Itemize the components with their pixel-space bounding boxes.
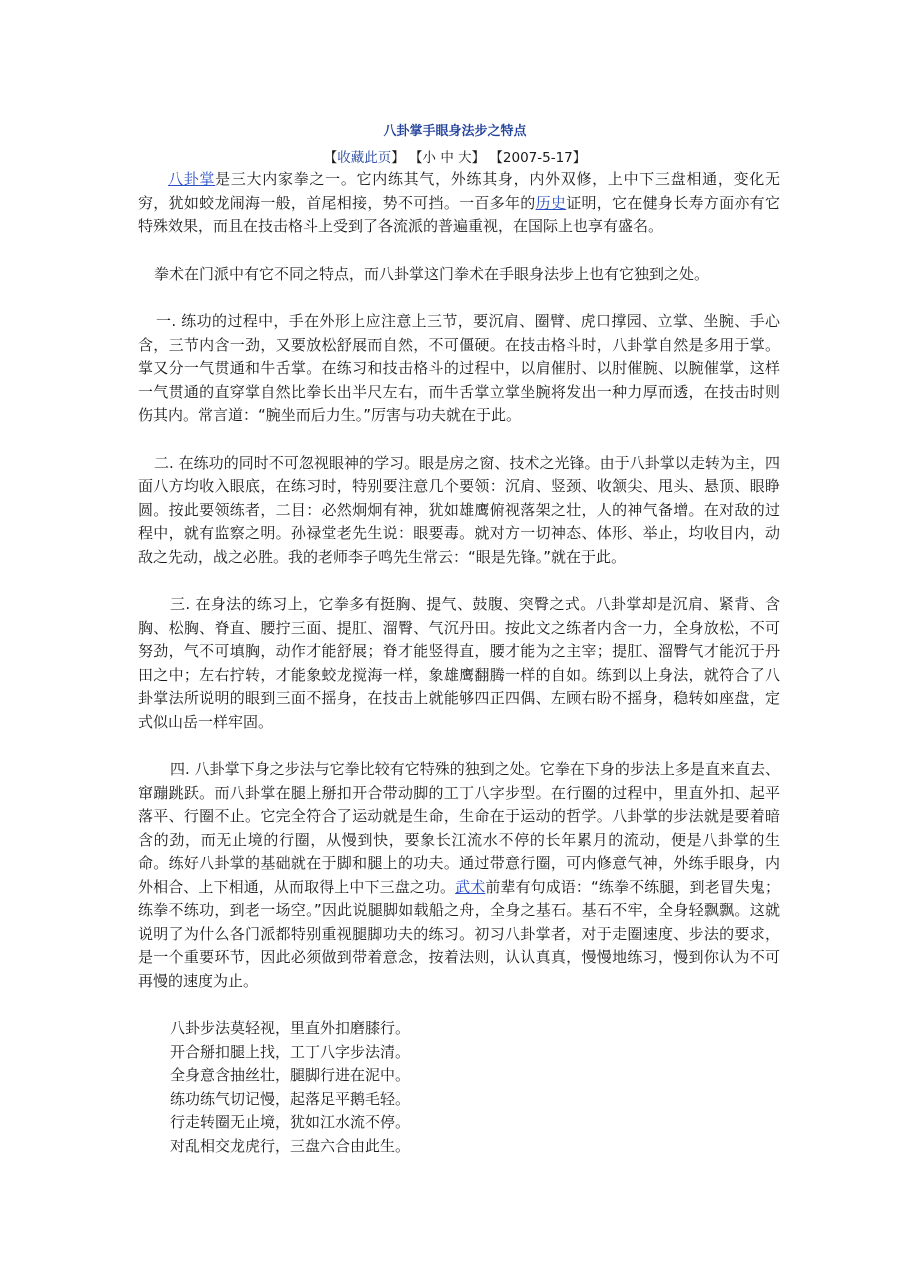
bagua-keyword-link[interactable]: 八卦掌 (168, 170, 216, 188)
bookmark-bracket-open: 【 (323, 150, 338, 166)
eye-section-paragraph: 二. 在练功的同时不可忽视眼神的学习。眼是房之窗、技术之光锋。由于八卦掌以走转为主，四面八方均收入眼底，在练习时，特别要注意几个要领：沉肩、竖颈、收颔尖、甩头、悬顶、眼睁圆。按此要领练者，二目：必然炯炯有神，犹如雄鹰俯视落架之壮，人的神气备增。在对敌的过程中，就有监察之明。孙禄堂老先生说：眼要毒。就对方一切神态、体形、举止，均收目内，动敌之先动，战之必胜。我的老师李子鸣先生常云：“眼是先锋。”就在于此。 (138, 453, 780, 566)
step-text-2: 前辈有句成语：“练拳不练腿，到老冒失鬼；练拳不练功，到老一场空。”因此说腿脚如载船之舟，全身之基石。基石不牢，全身轻飘飘。这就说明了为什么各门派都特别重视腿脚功夫的练习。初习八卦掌者，对于走圈速度、步法的要求，是一个重要环节，因此必须做到带着意念，按着法则，认认真真，慢慢地练习，慢到你认为不可再慢的速度为止。 (138, 877, 780, 990)
wushu-keyword-link[interactable]: 武术 (455, 877, 486, 896)
hand-section-paragraph: 一. 练功的过程中，手在外形上应注意上三节，要沉肩、圈臂、虎口撑园、立掌、坐腕、手心含，三节内含一劲，又要放松舒展而自然，不可僵硬。在技击格斗时，八卦掌自然是多用于掌。掌又分一气贯通和牛舌掌。在练习和技击格斗的过程中，以肩催肘、以肘催腕、以腕催掌，这样一气贯通的直穿掌自然比拳长出半尺左右，而牛舌掌立掌坐腕将发出一种力厚而透，在技击时则伤其内。常言道：“腕坐而后力生。”厉害与功夫就在于此。 (138, 312, 780, 424)
article-body (138, 168, 780, 1158)
publish-date: 【2007-5-17】 (489, 150, 587, 166)
step-text-1: 四. 八卦掌下身之步法与它拳比较有它特殊的独到之处。它拳在下身的步法上多是直来直去、窜蹦跳跃。而八卦掌在腿上掰扣开合带动脚的工丁八字步型。在行圈的过程中，里直外扣、起平落平、行圈不止。它完全符合了运动就是生命，生命在于运动的哲学。八卦掌的步法就是要着暗含的劲，而无止境的行圈，从慢到快，要象长江流水不停的长年累月的流动，便是八卦掌的生命。练好八卦掌的基础就在于脚和腿上的功夫。通过带意行圈，可内修意气神，外练手眼身，内外相合、上下相通，从而取得上中下三盘之功。 (138, 760, 780, 896)
body-section-paragraph: 三. 在身法的练习上，它拳多有挺胸、提气、鼓腹、突臀之式。八卦掌却是沉肩、紧背、含胸、松胸、脊直、腰拧三面、提肛、溜臀、气沉丹田。按此文之练者内含一力，全身放松，不可努劲，气不可填胸，动作才能舒展；脊才能竖得直，腰才能为之主宰；提肛、溜臀气才能沉于丹田之中；左右拧转，才能象蛟龙搅海一样，象雄鹰翻腾一样的自如。练到以上身法，就符合了八卦掌法所说明的眼到三面不摇身，在技击上就能够四正四偶、左顾右盼不摇身，稳转如座盘，定式似山岳一样牢固。 (138, 595, 780, 731)
verse-line: 开合掰扣腿上找，工丁八字步法清。 (170, 1042, 411, 1061)
intro-text-1: 是三大内家拳之一。它内练其气，外练其身，内外双修，上中下三盘相通，变化无穷，犹如蛟龙闹海一般，首尾相接，势不可挡。一百多年的 (138, 170, 780, 212)
size-bracket-open: 【 (409, 150, 423, 166)
history-keyword-link[interactable]: 历史 (535, 193, 567, 212)
font-size-small-link[interactable]: 小 (422, 150, 437, 166)
verse-line: 全身意含抽丝壮，腿脚行进在泥中。 (170, 1066, 411, 1084)
step-section-paragraph (138, 758, 780, 993)
font-size-controls (409, 150, 485, 166)
bookmark-bracket-close: 】 (391, 150, 405, 166)
intro-paragraph (138, 168, 780, 239)
overview-paragraph: 拳术在门派中有它不同之特点，而八卦掌这门拳术在手眼身法步上也有它独到之处。 (154, 264, 710, 283)
verse-line: 对乱相交龙虎行，三盘六合由此生。 (170, 1136, 411, 1155)
font-size-large-link[interactable]: 大 (458, 150, 472, 166)
article-meta (0, 146, 910, 166)
intro-text-2: 证明，它在健身长寿方面亦有它特殊效果，而且在技击格斗上受到了各流派的普遍重视，在国际上也享有盛名。 (138, 193, 780, 235)
verse-line: 练功练气切记慢，起落足平鹅毛轻。 (170, 1089, 411, 1108)
size-bracket-close: 】 (471, 150, 486, 166)
verse-block (138, 1017, 780, 1158)
article-title: 八卦掌手眼身法步之特点 (383, 124, 527, 139)
verse-line: 八卦步法莫轻视，里直外扣磨膝行。 (170, 1019, 411, 1037)
font-size-medium-link[interactable]: 中 (440, 150, 454, 166)
verse-line: 行走转圈无止境，犹如江水流不停。 (170, 1113, 411, 1131)
bookmark-link[interactable]: 收藏此页 (337, 150, 392, 166)
